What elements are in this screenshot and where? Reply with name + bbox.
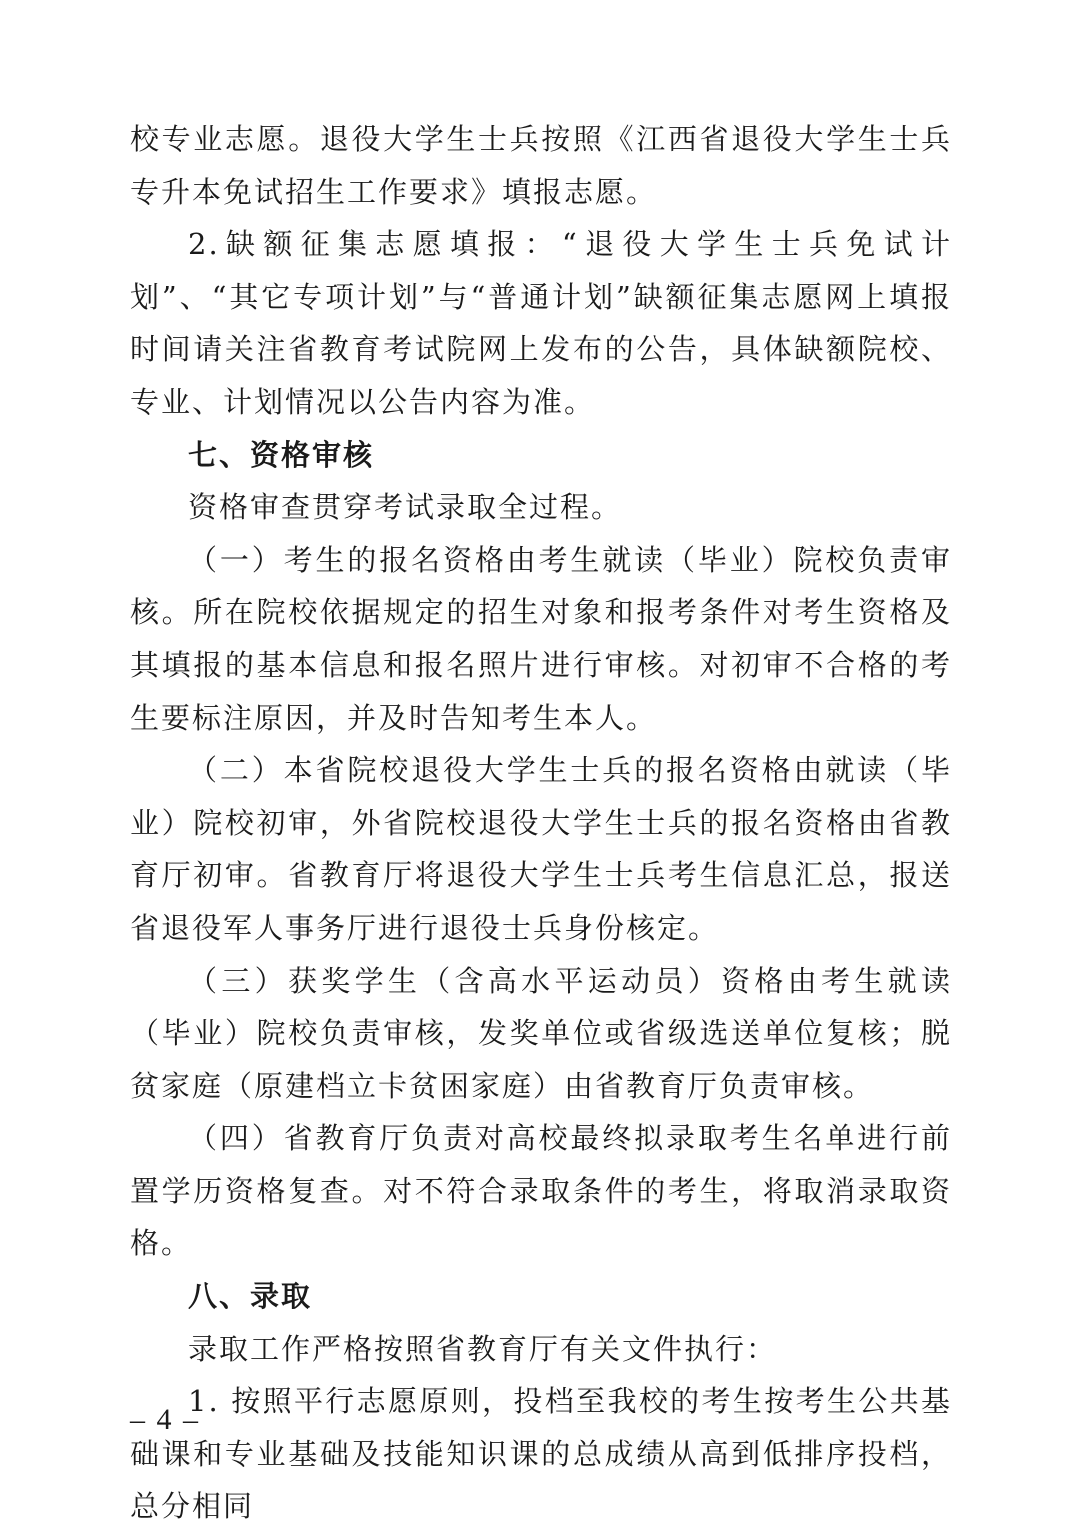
body-paragraph: 2.缺额征集志愿填报：“退役大学生士兵免试计划”、“其它专项计划”与“普通计划”缺额征集志愿网上填报时间请关注省教育考试院网上发布的公告，具体缺额院校、专业、计划情况以公告内容为准。 — [130, 227, 952, 419]
body-paragraph: （三）获奖学生（含高水平运动员）资格由考生就读（毕业）院校负责审核，发奖单位或省级选送单位复核；脱贫家庭（原建档立卡贫困家庭）由省教育厅负责审核。 — [130, 963, 952, 1103]
page-number: – 4 – — [130, 1403, 200, 1436]
body-paragraph: （四）省教育厅负责对高校最终拟录取考生名单进行前置学历资格复查。对不符合录取条件的考生，将取消录取资格。 — [130, 1121, 952, 1261]
body-paragraph: （一）考生的报名资格由考生就读（毕业）院校负责审核。所在院校依据规定的招生对象和报考条件对考生资格及其填报的基本信息和报名照片进行审核。对初审不合格的考生要标注原因，并及时告知考生本人。 — [130, 542, 952, 735]
body-paragraph: 1. 按照平行志愿原则，投档至我校的考生按考生公共基础课和专业基础及技能知识课的总成绩从高到低排序投档，总分相同 — [130, 1384, 952, 1524]
section-heading: 八、录取 — [188, 1279, 313, 1314]
body-paragraph: （二）本省院校退役大学生士兵的报名资格由就读（毕业）院校初审，外省院校退役大学生士兵的报名资格由省教育厅初审。省教育厅将退役大学生士兵考生信息汇总，报送省退役军人事务厅进行退役士兵身份核定。 — [130, 753, 952, 945]
section-heading: 七、资格审核 — [188, 437, 375, 472]
body-paragraph: 录取工作严格按照省教育厅有关文件执行： — [188, 1331, 778, 1366]
document-body — [130, 113, 952, 1533]
body-paragraph: 校专业志愿。退役大学生士兵按照《江西省退役大学生士兵专升本免试招生工作要求》填报志愿。 — [130, 122, 952, 209]
body-paragraph: 资格审查贯穿考试录取全过程。 — [188, 490, 623, 525]
